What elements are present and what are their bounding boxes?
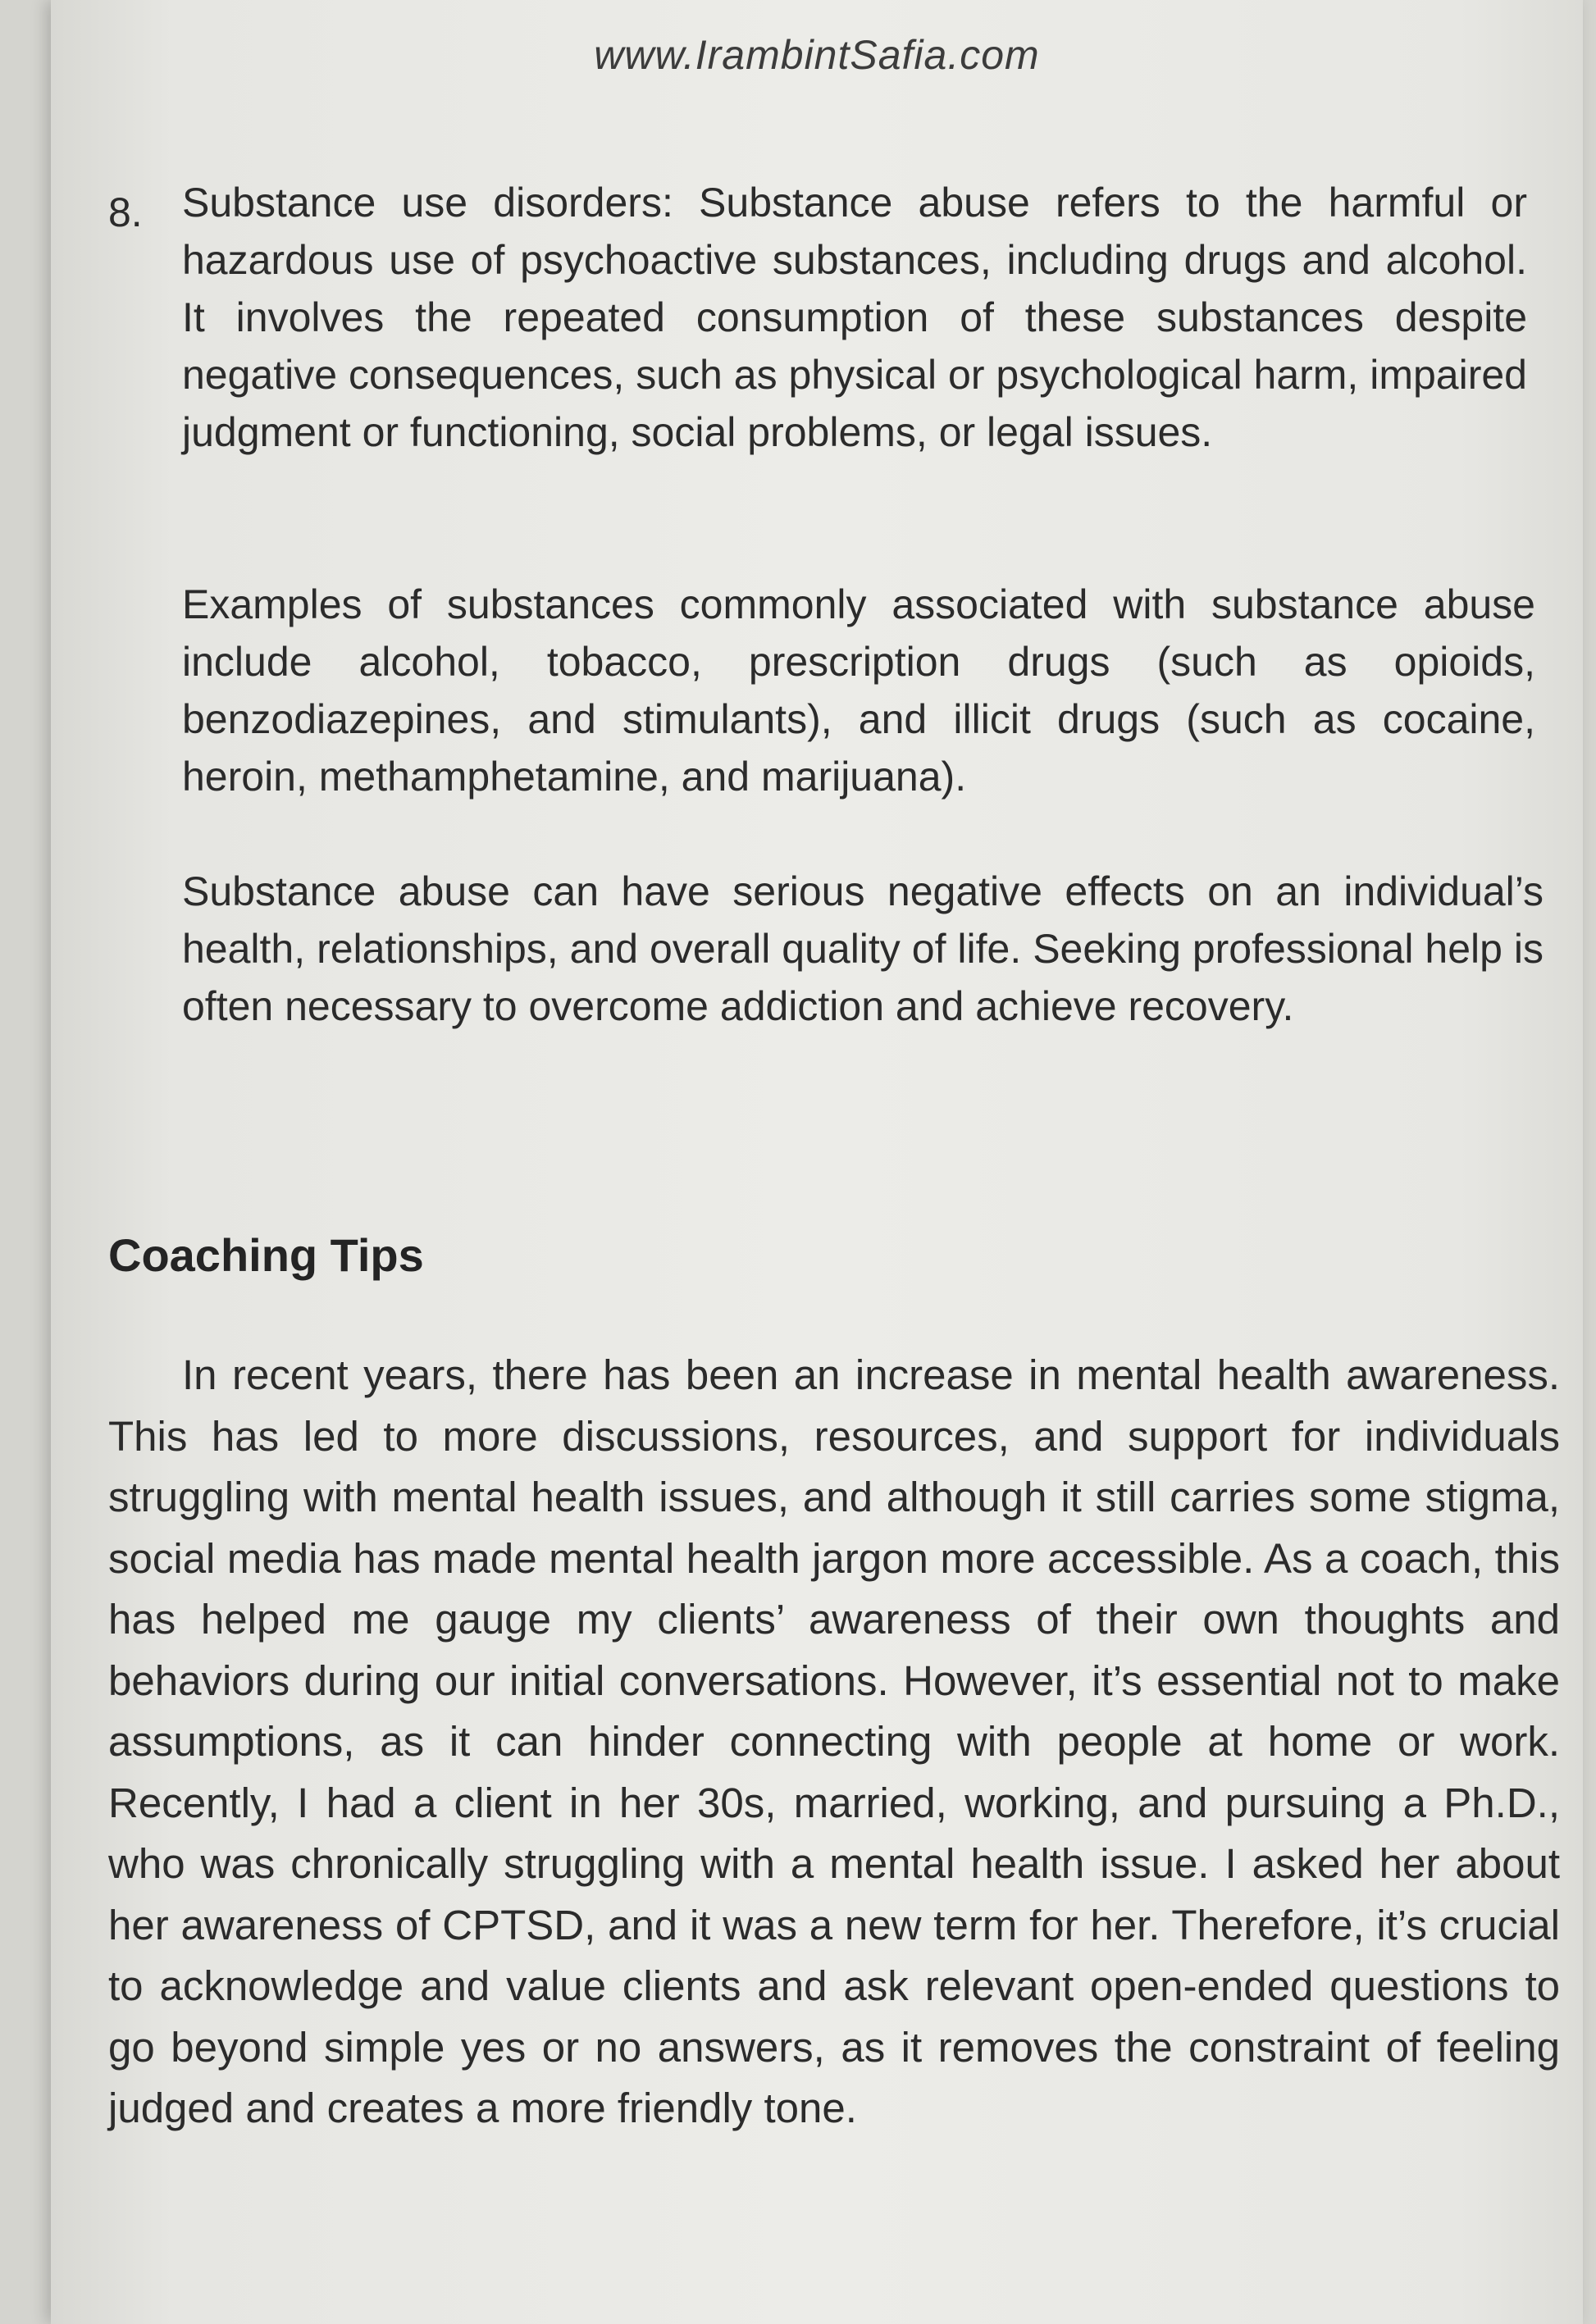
- book-page: [51, 0, 1583, 2324]
- section-heading: Coaching Tips: [108, 1229, 424, 1281]
- item-paragraph-definition: Substance use disorders: Substance abuse refers to the harmful or hazardous use of psychoactive substances, including drugs and alcohol. It involves the repeated consumption of these substances despite negative consequences, such as physical or psychological harm, impaired judgment or functioning, social problems, or legal issues.: [182, 180, 1527, 455]
- section-body-paragraph: In recent years, there has been an increase in mental health awareness. This has led to more discussions, resources, and support for individuals struggling with mental health issues, and although it still carries some stigma, social media has made mental health jargon more accessible. As a coach, this has helped me gauge my clients’ awareness of their own thoughts and behaviors during our initial conversations. However, it’s essential not to make assumptions, as it can hinder connecting with people at home or work. Recently, I had a client in her 30s, married, working, and pursuing a Ph.D., who was chronically struggling with a mental health issue. I asked her about her awareness of CPTSD, and it was a new term for her. Therefore, it’s crucial to acknowledge and value clients and ask relevant open-ended questions to go beyond simple yes or no answers, as it removes the constraint of feeling judged and creates a more friendly tone.: [108, 1351, 1560, 2131]
- page-header-url: www.IrambintSafia.com: [594, 32, 1040, 78]
- item-paragraph-examples: Examples of substances commonly associated with substance abuse include alcohol, tobacco, prescription drugs (such as opioids, benzodiazepines, and stimulants), and illicit drugs (such as cocaine, heroin, methamphetamine, and marijuana).: [182, 581, 1535, 800]
- list-item-number: 8.: [108, 189, 143, 235]
- item-paragraph-effects: Substance abuse can have serious negative effects on an individual’s health, relationships, and overall quality of life. Seeking professional help is often necessary to overcome addiction and achieve recovery.: [182, 868, 1544, 1029]
